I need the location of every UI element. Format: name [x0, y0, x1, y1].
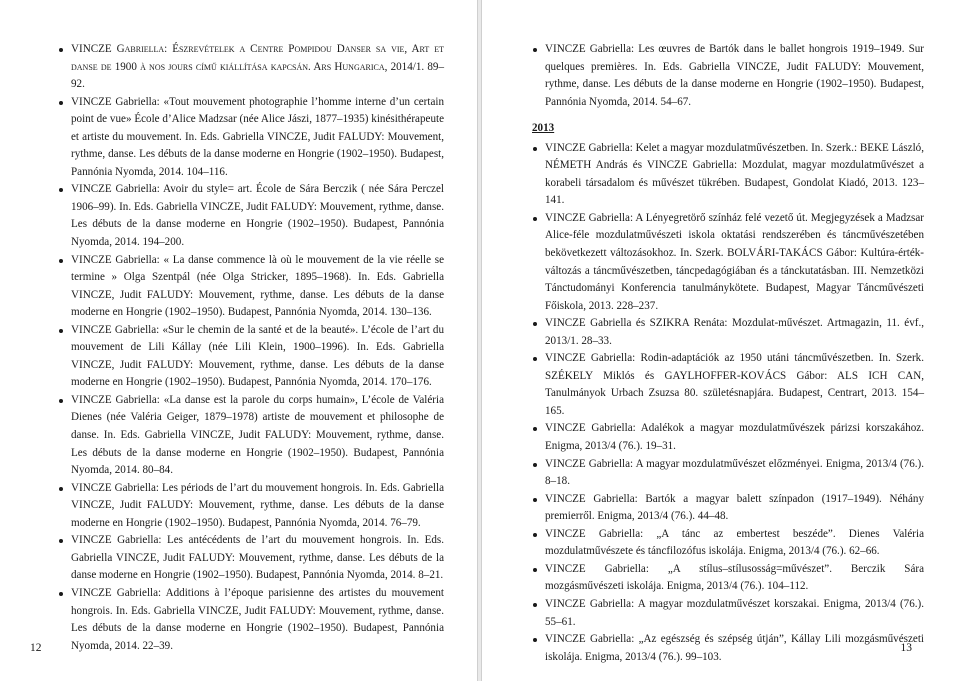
left-column [58, 41, 444, 655]
page-number: 13 [900, 642, 912, 654]
bib-entry-text: VINCZE Gabriella: Rodin-adaptációk az 1950 utáni táncművészetben. In. Szerk. SZÉKELY Miklós és GAYLHOFFER-KOVÁCS Gábor: ALS ICH CAN, Tanulmányok Urbach Zsuzsa 80. születésnapjára. Budapest, Centrart, 2013. 154–165. [545, 352, 924, 417]
bib-entry [58, 392, 444, 480]
bib-entry [58, 322, 444, 392]
bib-entry [58, 585, 444, 655]
bib-entry-text: VINCZE Gabriella: Additions à l’époque parisienne des artistes du mouvement hongrois. In. Eds. Gabriella VINCZE, Judit FALUDY: Mouvement, rythme, danse. Les débuts de la danse moderne en Hongrie (1902–1950). Budapest, Pannónia Nyomda, 2014. 22–39. [71, 586, 444, 652]
bib-entry-text: VINCZE Gabriella: «Sur le chemin de la santé et de la beauté». L’école de l’art du mouvement de Lili Kállay (née Lili Klein, 1900–1996). In. Eds. Gabriella VINCZE, Judit FALUDY: Mouvement, rythme, danse. Les débuts de la danse moderne en Hongrie (1902–1950). Budapest, Pannónia Nyomda, 2014. 170–176. [71, 323, 444, 389]
page-number: 12 [30, 642, 42, 654]
bib-entry [58, 532, 444, 585]
bib-entry [532, 526, 924, 561]
right-bibliography-list [532, 140, 924, 666]
bib-entry-text: VINCZE Gabriella: Észrevételek a Centre Pompidou Danser sa vie, Art et danse de 1900 à nos jours című kiállítása kapcsán. Ars Hungarica, 2014/1. 89–92. [71, 43, 444, 91]
right-column [532, 41, 924, 666]
bib-entry-text: VINCZE Gabriella: A magyar mozdulatművészet korszakai. Enigma, 2013/4 (76.). 55–61. [545, 597, 924, 628]
bib-entry [532, 315, 924, 350]
bib-entry-text: VINCZE Gabriella: Les périods de l’art du mouvement hongrois. In. Eds. Gabriella VINCZE, Judit FALUDY: Mouvement, rythme, danse. Les débuts de la danse moderne en Hongrie (1902–1950). Budapest, Pannónia Nyomda, 2014. 76–79. [71, 481, 444, 529]
right-page [481, 0, 960, 681]
bib-entry [532, 456, 924, 491]
bib-entry [58, 480, 444, 533]
bib-entry [58, 94, 444, 182]
bib-entry [532, 210, 924, 315]
bib-entry-text: VINCZE Gabriella: «La danse est la parole du corps humain», L’école de Valéria Dienes (née Valéria Geiger, 1879–1978) artiste de mouvement et philosophe de danse. In. Eds. Gabriella VINCZE, Judit FALUDY: Mouvement, rythme, danse. Les débuts de la danse moderne en Hongrie (1902–1950). Budapest, Pannónia Nyomda, 2014. 80–84. [71, 393, 444, 477]
bib-entry [58, 252, 444, 322]
bib-entry-text: VINCZE Gabriella: „A stílus–stílusosság=művészet”. Berczik Sára mozgásművészeti iskolája. Enigma, 2013/4 (76.). 104–112. [545, 562, 924, 593]
bib-entry-text: VINCZE Gabriella: «Tout mouvement photographie l’homme interne d’un certain point de vue» École d’Alice Madzsar (née Alice Jászi, 1877–1935) kinésithérapeute et artiste du mouvement. In. Eds. Gabriella VINCZE, Judit FALUDY: Mouvement, rythme, danse. Les débuts de la danse moderne en Hongrie (1902–1950). Budapest, Pannónia Nyomda, 2014. 104–116. [71, 95, 444, 178]
bib-entry [532, 596, 924, 631]
bib-entry [532, 41, 924, 111]
bib-entry-text: VINCZE Gabriella: Les œuvres de Bartók dans le ballet hongrois 1919–1949. Sur quelques premières. In. Eds. Gabriella VINCZE, Judit FALUDY: Mouvement, rythme, danse. Les débuts de la danse moderne en Hongrie (1902–1950). Budapest, Pannónia Nyomda, 2014. 54–67. [545, 43, 924, 108]
bib-entry-text: VINCZE Gabriella: Bartók a magyar balett színpadon (1917–1949). Néhány premierről. Enigma, 2013/4 (76.). 44–48. [545, 492, 924, 523]
bib-entry-text: VINCZE Gabriella: „Az egészség és szépség útján”, Kállay Lili mozgásművészeti iskolája. Enigma, 2013/4 (76.). 99–103. [545, 633, 924, 663]
bib-entry-text: VINCZE Gabriella: „A tánc az embertest beszéde”. Dienes Valéria mozdulatművészete és táncfilozófus iskolája. Enigma, 2013/4 (76.). 62–66. [545, 527, 924, 558]
bib-entry-text: VINCZE Gabriella és SZIKRA Renáta: Mozdulat-művészet. Artmagazin, 11. évf., 2013/1. 28–33. [545, 317, 924, 347]
bib-entry-text: VINCZE Gabriella: « La danse commence là où le mouvement de la vie réelle se termine » Olga Szentpál (née Olga Stricker, 1895–1968). In. Eds. Gabriella VINCZE, Judit FALUDY: Mouvement, rythme, danse. Les débuts de la danse moderne en Hongrie (1902–1950). Budapest, Pannónia Nyomda, 2014. 130–136. [71, 253, 444, 319]
right-bibliography-list-top [532, 41, 924, 111]
left-page [0, 0, 478, 681]
bib-entry-text: VINCZE Gabriella: Les antécédents de l’art du mouvement hongrois. In. Eds. Gabriella VINCZE, Judit FALUDY: Mouvement, rythme, danse. Les débuts de la danse moderne en Hongrie (1902–1950). Budapest, Pannónia Nyomda, 2014. 8–21. [71, 534, 444, 582]
year-heading: 2013 [532, 122, 555, 135]
bib-entry-text: VINCZE Gabriella: Avoir du style= art. École de Sára Berczik ( née Sára Perczel 1906–99). In. Eds. Gabriella VINCZE, Judit FALUDY: Mouvement, rythme, danse. Les débuts de la danse moderne en Hongrie (1902–1950). Budapest, Pannónia Nyomda, 2014. 194–200. [71, 183, 444, 249]
bib-entry [532, 491, 924, 526]
bib-entry-text: VINCZE Gabriella: Kelet a magyar mozdulatművészetben. In. Szerk.: BEKE László, NÉMETH András és VINCZE Gabriella: Mozdulat, magyar mozdulatművészet a korabeli társadalom és művészet tükrében. Budapest, Gondolat Kiadó, 2013. 123–141. [545, 141, 924, 207]
bib-entry [58, 181, 444, 251]
bib-entry [532, 140, 924, 210]
bib-entry [532, 420, 924, 455]
bib-entry [532, 561, 924, 596]
bib-entry [532, 631, 924, 666]
bib-entry [532, 350, 924, 420]
bib-entry-text: VINCZE Gabriella: A magyar mozdulatművészet előzményei. Enigma, 2013/4 (76.). 8–18. [545, 457, 924, 488]
bib-entry-text: VINCZE Gabriella: A Lényegretörő színház felé vezető út. Megjegyzések a Madzsar Alice-féle mozdulatművészeti iskola oktatási rendszerében és táncművészetében bekövetkezett változásokhoz. In. Szerk. BOLVÁRI-TAKÁCS Gábor: Kultúra-érték- változás a táncművészetben, táncpedagógiában és a tánckutatásban. III. Nemzetközi Tánctudományi Konferencia tanulmánykötete. Budapest, Magyar Táncművészeti Főiskola, 2013. 228–237. [545, 211, 924, 312]
bib-entry [58, 41, 444, 94]
bib-entry-text: VINCZE Gabriella: Adalékok a magyar mozdulatművészek párizsi korszakához. Enigma, 2013/4 (76.). 19–31. [545, 422, 924, 453]
left-bibliography-list [58, 41, 444, 655]
